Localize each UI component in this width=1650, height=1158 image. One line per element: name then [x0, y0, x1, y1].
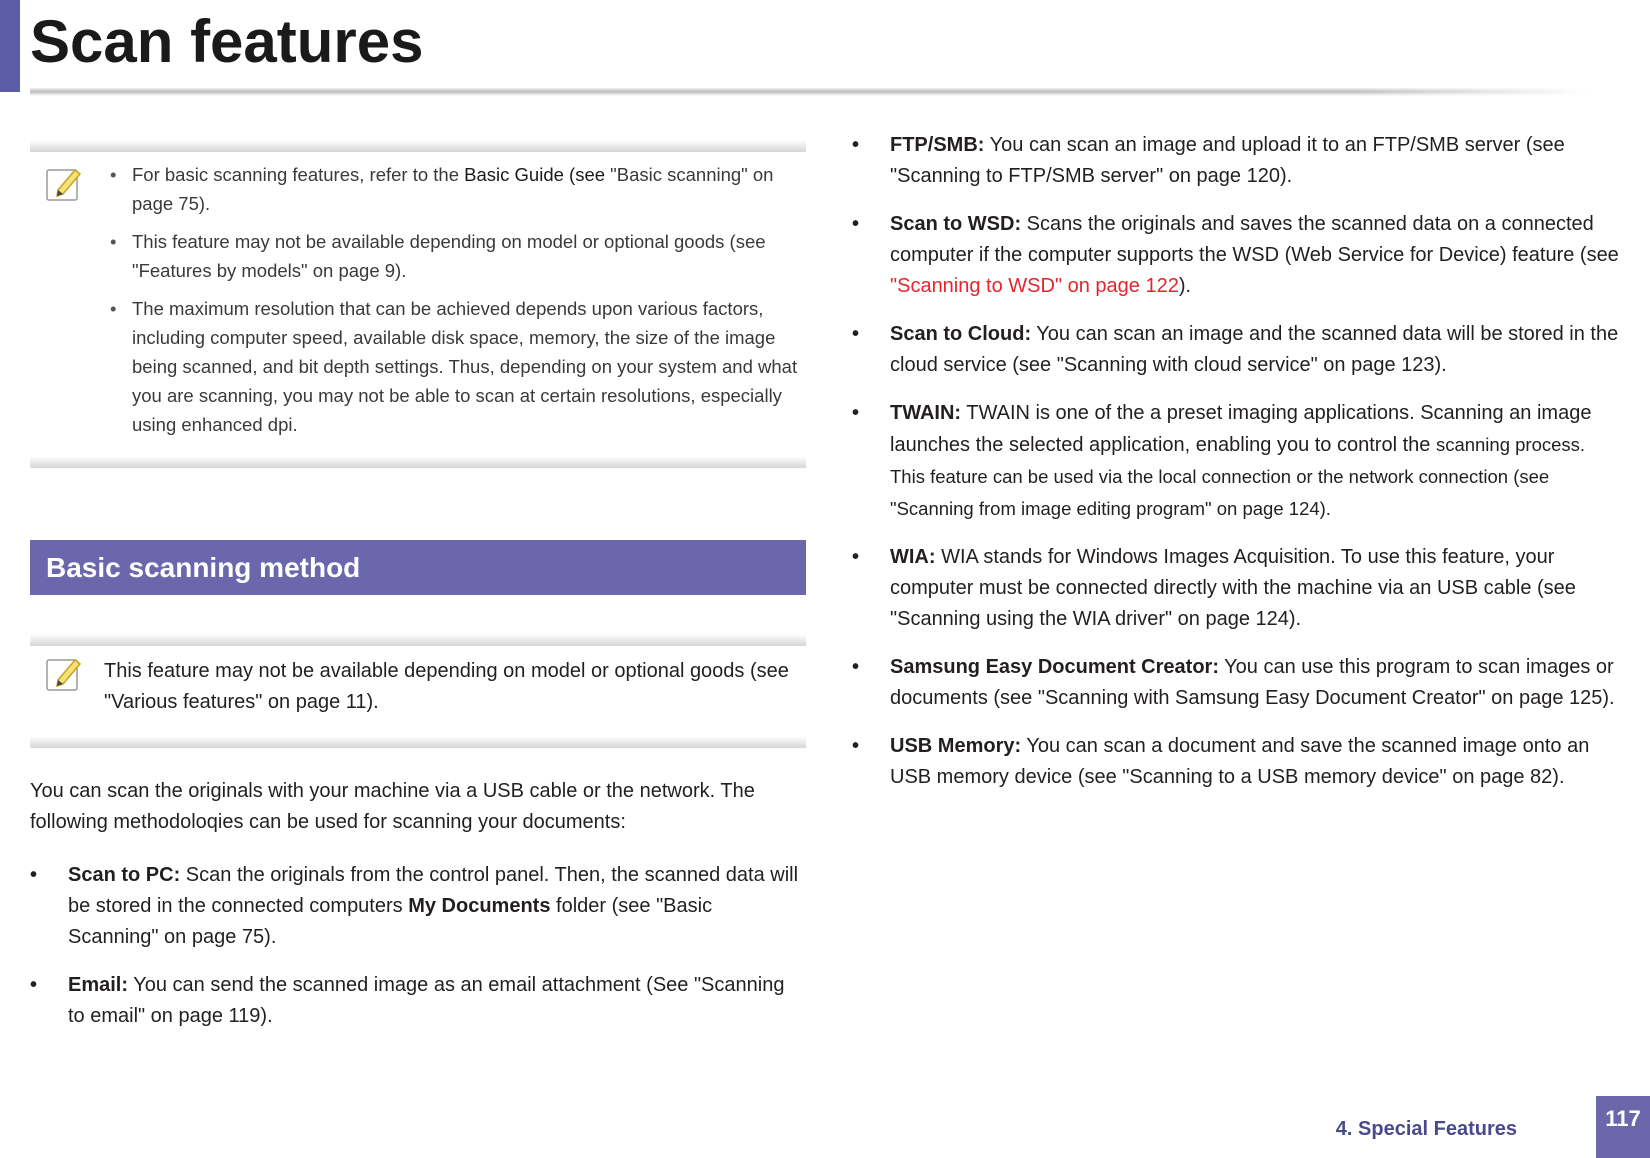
section-title: Basic scanning method: [46, 552, 361, 583]
feature-label: USB Memory:: [890, 735, 1022, 757]
note-1-text: This feature may not be available depending on model or optional goods (see "Features by models" on page 9).: [132, 231, 766, 281]
bullet: •: [852, 735, 860, 757]
list-item: [852, 398, 1622, 525]
feature-label: Scan to Cloud:: [890, 323, 1032, 345]
list-item: [30, 860, 806, 953]
list-item: [852, 130, 1622, 192]
pencil-note-icon: [44, 654, 84, 694]
bullet: •: [110, 164, 117, 185]
bullet: •: [30, 864, 38, 886]
chapter-label: 4. Special Features: [1335, 1118, 1517, 1140]
feature-label: FTP/SMB:: [890, 134, 985, 156]
note-2-text: This feature may not be available depending on model or optional goods (see "Various features" on page 11).: [104, 660, 789, 713]
note-bottom-band: [30, 456, 806, 468]
note-1-text-tail: "Basic scanning" on page 75).: [132, 164, 774, 214]
note-top-band: [30, 140, 806, 152]
note-bottom-band: [30, 736, 806, 748]
list-item: [852, 542, 1622, 635]
feature-text: You can scan an image and the scanned data will be stored in the cloud service (see "Scanning with cloud service" on page 123).: [890, 323, 1619, 376]
page-number-badge: [1596, 1096, 1650, 1158]
feature-text: You can scan an image and upload it to an FTP/SMB server (see "Scanning to FTP/SMB server" on page 120).: [890, 134, 1565, 187]
feature-text-small: scanning process. This feature can be used via the local connection or the network connection (see "Scanning from image editing program" on page 124).: [890, 434, 1586, 519]
note-1-text: The maximum resolution that can be achieved depends upon various factors, including computer speed, available disk space, memory, the size of the image being scanned, and bit depth settings. Thus, depending on your system and what you are scanning, you may not be able to scan at certain resolutions, especially using enhanced dpi.: [132, 298, 798, 435]
feature-text: Scans the originals and saves the scanned data on a connected computer if the computer supports the WSD (Web Service for Device) feature (see: [890, 213, 1619, 266]
page-title: Scan features: [30, 8, 424, 75]
note-1: [110, 160, 806, 448]
feature-label: WIA:: [890, 546, 936, 568]
list-item: [852, 652, 1622, 714]
feature-text-tail: ).: [1178, 275, 1192, 297]
intro-paragraph: You can scan the originals with your machine via a USB cable or the network. The following methodoloqies can be used for scanning your documents:: [30, 780, 755, 833]
note-1-item: [110, 227, 806, 285]
bullet: •: [852, 402, 860, 424]
feature-label: Scan to WSD:: [890, 213, 1022, 235]
bullet: •: [852, 323, 860, 345]
wsd-link[interactable]: "Scanning to WSD" on page 122: [890, 275, 1179, 297]
list-item: [30, 970, 806, 1032]
feature-text: You can send the scanned image as an email attachment (See "Scanning to email" on page 119).: [68, 974, 785, 1027]
feature-text: TWAIN is one of the a preset imaging applications. Scanning an image launches the selected application, enabling you to control the: [890, 402, 1592, 456]
bullet: •: [852, 546, 860, 568]
note-top-band: [30, 634, 806, 646]
feature-label: Scan to PC:: [68, 864, 181, 886]
feature-label: Email:: [68, 974, 129, 996]
feature-label: Samsung Easy Document Creator:: [890, 656, 1219, 678]
feature-text: Scan the originals from the control panel. Then, the scanned data will be stored in the connected computers: [68, 864, 799, 917]
bullet: •: [852, 656, 860, 678]
my-documents-ref: My Documents: [408, 895, 551, 917]
title-divider: [30, 88, 1590, 96]
note-1-item: [110, 160, 806, 218]
feature-text: You can use this program to scan images or documents (see "Scanning with Samsung Easy Document Creator" on page 125).: [890, 656, 1615, 709]
feature-text: You can scan a document and save the scanned image onto an USB memory device (see "Scanning to a USB memory device" on page 82).: [890, 735, 1590, 788]
section-header: [30, 540, 806, 595]
title-accent-bar: [0, 0, 20, 92]
list-item: [852, 319, 1622, 381]
bullet: •: [110, 298, 117, 319]
list-item: [852, 209, 1622, 302]
feature-text-tail: folder (see "Basic Scanning" on page 75).: [68, 895, 713, 948]
note-1-item: [110, 294, 806, 439]
feature-label: TWAIN:: [890, 402, 962, 424]
bullet: •: [852, 134, 860, 156]
bullet: •: [30, 974, 38, 996]
pencil-note-icon: [44, 164, 84, 204]
page-number: 117: [1605, 1106, 1641, 1131]
basic-guide-ref: Basic Guide (see: [464, 164, 606, 185]
bullet: •: [852, 213, 860, 235]
feature-list-left: [30, 860, 806, 1049]
note-1-text: For basic scanning features, refer to the: [132, 164, 465, 185]
feature-text: WIA stands for Windows Images Acquisition. To use this feature, your computer must be connected directly with the machine via an USB cable (see "Scanning using the WIA driver" on page 124).: [890, 546, 1576, 630]
feature-list-right: [852, 130, 1622, 810]
bullet: •: [110, 231, 117, 252]
list-item: [852, 731, 1622, 793]
